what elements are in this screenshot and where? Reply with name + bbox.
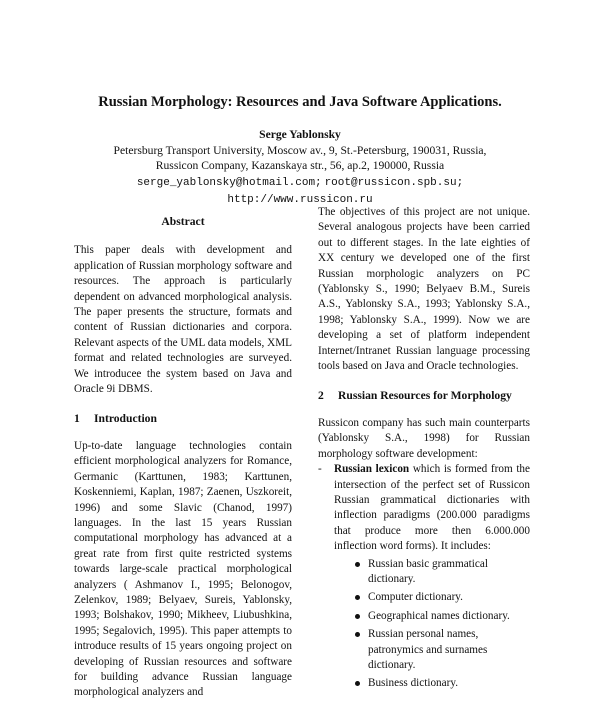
section-2-text: Russicon company has such main counterparts (Yablonsky S.A., 1998) for Russian morphology software development:: [318, 416, 530, 460]
section-2-heading: [318, 388, 530, 403]
resource-term: Russian lexicon: [334, 463, 410, 476]
bullet-item: Russian basic grammatical dictionary.: [368, 557, 530, 588]
bullet-item: Computer dictionary.: [368, 590, 530, 605]
email-link-1[interactable]: serge_yablonsky@hotmail.com;: [136, 176, 322, 189]
email-link-2[interactable]: root@russicon.spb.su;: [324, 176, 464, 189]
abstract-text: This paper deals with development and application of Russian morphology software and resources. The approach is particularly dependent on advanced morphological analysis. The paper presents the structure, formats and content of Russian dictionaries and corpora. Relevant aspects of the UML data models, XML format and related technologies are surveyed. We introducee the system based on Java and Oracle 9i DBMS.: [74, 244, 292, 396]
affiliation-1: Petersburg Transport University, Moscow av., 9, St.-Petersburg, 190031, Russia,: [113, 143, 487, 157]
list-item: [318, 462, 530, 692]
dictionary-bullet-list: [334, 557, 530, 692]
section-1-text: Up-to-date language technologies contain efficient morphological analyzers for Romance, Germanic (Karttunen, 1983; Karttunen, Koskenniemi, Kaplan, 1987; Zaenen, Uszkoreit, 1996) and some Slavic (Chanod, 1997) languages. In the last 15 years Russian computational morphology has advanced at a great rate from first quite restricted systems towards large-scale practical morphological analyzers ( Ashmanov I., 1995; Belonogov, Zelenkov, 1989; Belyaev, Sureis, Yablonsky, 1993; Bolshakov, 1990; Mikheev, Liubushkina, 1995; Segalovich, 1995). This paper attempts to introduce results of 15 years ongoing project on developing of Russian resources and software for building advance Russian language morphological analyzers and: [74, 439, 292, 699]
section-1-title: Introduction: [94, 412, 157, 426]
abstract-heading: Abstract: [161, 215, 205, 228]
dash-marker: -: [318, 463, 322, 476]
email-line: [40, 174, 560, 192]
section-2-title: Russian Resources for Morphology: [338, 389, 512, 403]
affiliation-2: Russicon Company, Kazanskaya str., 56, ap.2, 190000, Russia: [155, 159, 445, 173]
author-name: Serge Yablonsky: [259, 128, 341, 141]
objectives-paragraph: The objectives of this project are not unique. Several analogous projects have been carried out to different stages. In the late eighties of XX century we developed one of the first Russian morphologic analyzers on PC (Yablonsky S., 1990; Belyaev B.M., Sureis A.S., Yablonsky S.A., 1993; Yablonsky S.A., 1998; Yablonsky S.A., 1999). Now we are developing a set of platform independent Internet/Intranet Russian language processing tools based on Java and Oracle technologies.: [318, 206, 530, 373]
author-block: [40, 127, 560, 209]
resource-description: which is formed from the intersection of the perfect set of Russicon Russian grammatical dictionaries with inflection paradigms (200.000 paradigms that produce more then 6.000.000 inflection word forms). It includes:: [334, 463, 530, 553]
section-2-number: 2: [318, 389, 324, 403]
right-column: [318, 205, 530, 695]
bullet-item: Geographical names dictionary.: [368, 609, 530, 624]
left-column: [74, 214, 292, 701]
website-link[interactable]: http://www.russicon.ru: [227, 194, 373, 207]
paper-title: Russian Morphology: Resources and Java Software Applications.: [98, 94, 502, 110]
section-1-number: 1: [74, 412, 80, 426]
resource-list: [318, 462, 530, 692]
bullet-item: Business dictionary.: [368, 676, 530, 691]
bullet-item: Russian personal names, patronymics and surnames dictionary.: [368, 627, 530, 673]
section-1-heading: [74, 411, 292, 426]
